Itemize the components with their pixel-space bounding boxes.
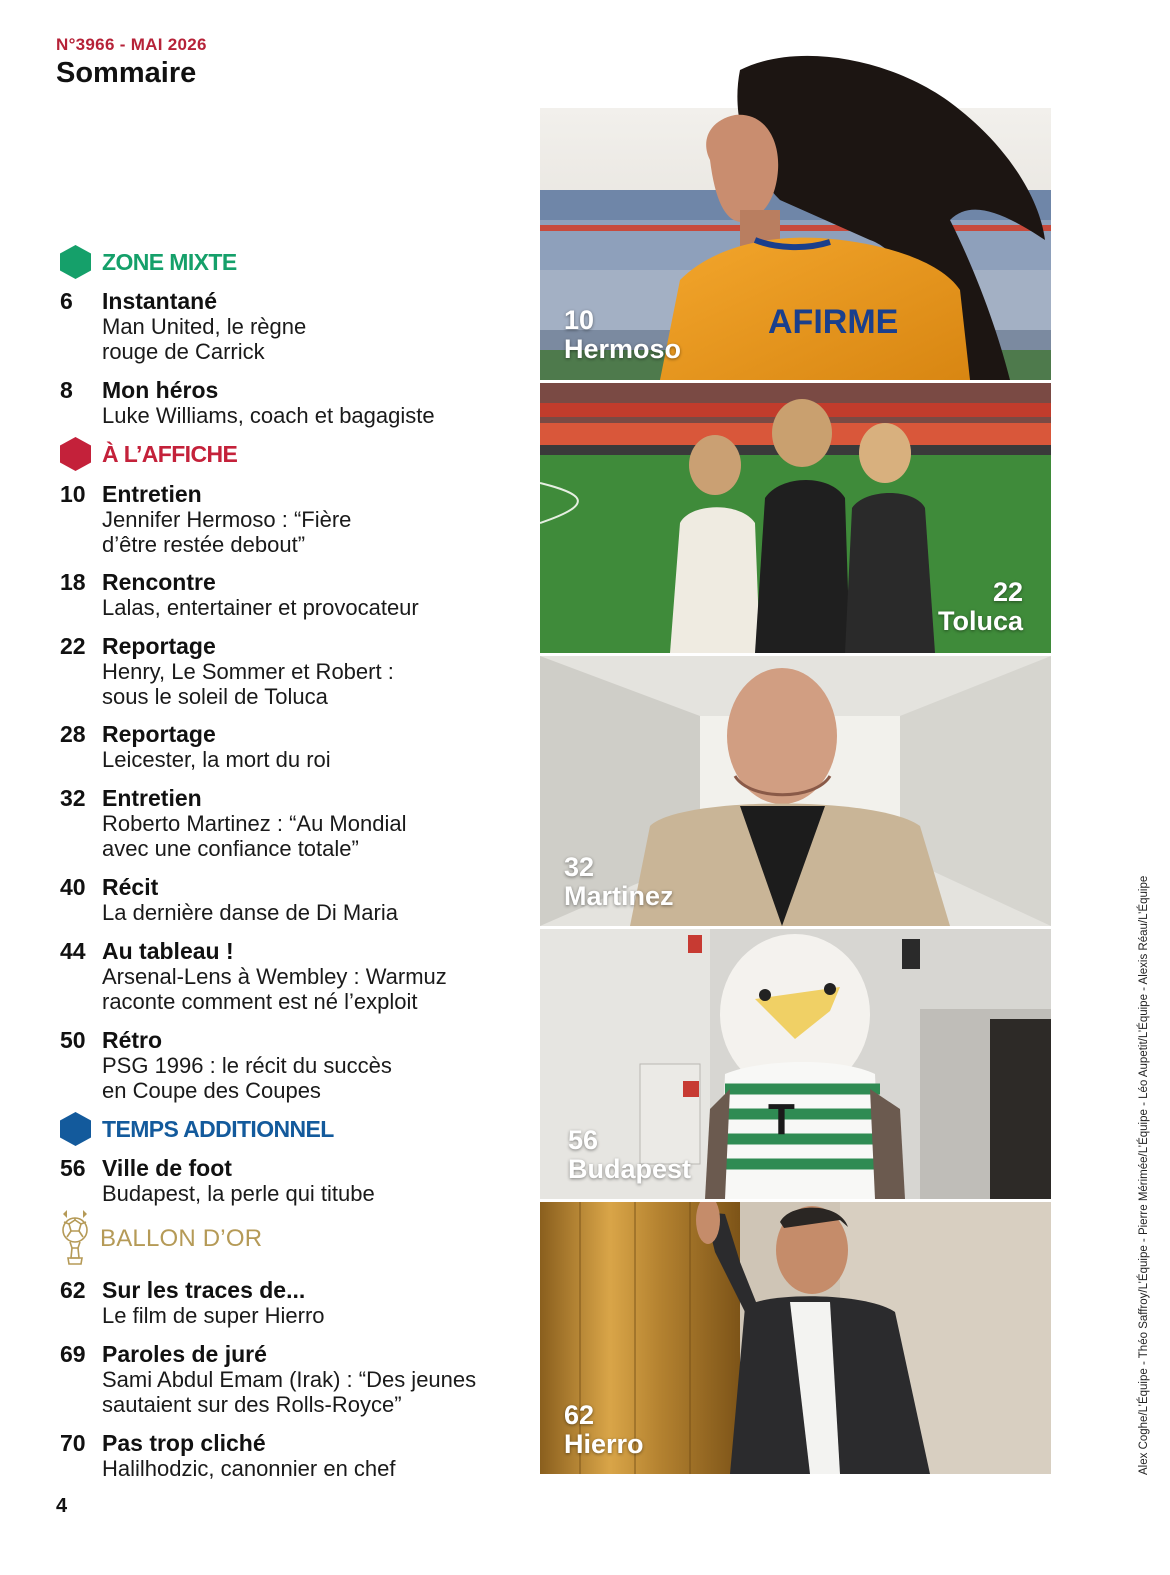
page-ref: 40 <box>60 874 86 900</box>
entry-desc-line: Roberto Martinez : “Au Mondial <box>102 811 407 836</box>
photo-page-number: 22 <box>992 577 1023 607</box>
entry-desc-line: Le film de super Hierro <box>102 1303 325 1328</box>
photo-page-number: 10 <box>564 305 595 335</box>
entry-title: Sur les traces de... <box>102 1277 306 1303</box>
page-ref: 6 <box>60 288 73 314</box>
entry-desc-line: Lalas, entertainer et provocateur <box>102 595 419 620</box>
photo-page-number: 32 <box>564 852 595 882</box>
hexagon-icon <box>60 245 91 279</box>
hexagon-icon <box>60 1112 91 1146</box>
entry-title: Reportage <box>102 633 216 659</box>
ballon-dor-trophy-icon <box>60 1208 90 1270</box>
toc-entry[interactable] <box>60 1028 520 1103</box>
photo-hierro[interactable] <box>540 1202 1051 1474</box>
photo-budapest[interactable] <box>540 929 1051 1199</box>
page-ref: 8 <box>60 377 73 403</box>
page-ref: 18 <box>60 569 86 595</box>
photo-caption <box>564 1401 644 1459</box>
photo-caption <box>564 306 681 364</box>
photo-name: Hermoso <box>564 334 682 364</box>
photo-caption <box>938 578 1023 636</box>
photo-caption <box>568 1126 691 1184</box>
entry-title: Rencontre <box>102 569 216 595</box>
svg-text:T: T <box>768 1095 795 1144</box>
page-ref: 22 <box>60 633 86 659</box>
entry-desc-line: Sami Abdul Emam (Irak) : “Des jeunes <box>102 1367 477 1392</box>
photo-name: Hierro <box>564 1429 644 1459</box>
entry-desc-line: Luke Williams, coach et bagagiste <box>102 403 435 428</box>
section-a-laffiche <box>60 437 237 471</box>
toc-entry[interactable] <box>60 875 520 925</box>
entry-desc-line: rouge de Carrick <box>102 339 265 364</box>
page-ref: 28 <box>60 721 86 747</box>
toc-entry[interactable] <box>60 1278 520 1328</box>
entry-desc-line: sautaient sur des Rolls-Royce” <box>102 1392 402 1417</box>
entry-title: Ville de foot <box>102 1155 232 1181</box>
page-ref: 69 <box>60 1341 86 1367</box>
toc-entry[interactable] <box>60 1431 520 1481</box>
page-ref: 50 <box>60 1027 86 1053</box>
entry-title: Instantané <box>102 288 218 314</box>
section-label: BALLON D’OR <box>100 1225 263 1252</box>
entry-title: Paroles de juré <box>102 1341 267 1367</box>
photo-hermoso[interactable] <box>540 50 1051 380</box>
section-label: À L’AFFICHE <box>102 440 238 467</box>
entry-desc-line: PSG 1996 : le récit du succès <box>102 1053 392 1078</box>
entry-desc-line: sous le soleil de Toluca <box>102 684 328 709</box>
entry-desc-line: d’être restée debout” <box>102 532 306 557</box>
entry-desc-line: Henry, Le Sommer et Robert : <box>102 659 394 684</box>
page-title: Sommaire <box>56 57 197 89</box>
photo-credits: Alex Coghe/L’Équipe - Théo Saffroy/L’Équipe - Pierre Mérimée/L’Équipe - Léo Aupetit/L’Équipe - Alexis Réau/L’Équipe <box>1138 875 1150 1475</box>
toc-entry[interactable] <box>60 482 520 557</box>
toc-entry[interactable] <box>60 1156 520 1206</box>
entry-desc-line: Man United, le règne <box>102 314 307 339</box>
entry-desc-line: La dernière danse de Di Maria <box>102 900 398 925</box>
section-label: TEMPS ADDITIONNEL <box>102 1115 334 1142</box>
page-ref: 44 <box>60 938 86 964</box>
entry-desc-line: avec une confiance totale” <box>102 836 359 861</box>
entry-desc-line: raconte comment est né l’exploit <box>102 989 418 1014</box>
entry-desc-line: Jennifer Hermoso : “Fière <box>102 507 352 532</box>
page-ref: 70 <box>60 1430 86 1456</box>
page-ref: 10 <box>60 481 86 507</box>
entry-title: Au tableau ! <box>102 938 234 964</box>
jersey-sponsor-text: AFIRME <box>768 303 899 341</box>
entry-title: Récit <box>102 874 159 900</box>
entry-desc-line: en Coupe des Coupes <box>102 1078 321 1103</box>
entry-title: Entretien <box>102 481 202 507</box>
entry-desc-line: Leicester, la mort du roi <box>102 747 331 772</box>
page-ref: 62 <box>60 1277 86 1303</box>
section-temps-additionnel <box>60 1112 334 1146</box>
entry-desc-line: Arsenal-Lens à Wembley : Warmuz <box>102 964 447 989</box>
hexagon-icon <box>60 437 91 471</box>
section-label: ZONE MIXTE <box>102 248 237 275</box>
toc-entry[interactable] <box>60 1342 520 1417</box>
issue-number: N°3966 - MAI 2026 <box>56 35 207 54</box>
entry-title: Reportage <box>102 721 216 747</box>
page-ref: 32 <box>60 785 86 811</box>
entry-desc-line: Halilhodzic, canonnier en chef <box>102 1456 396 1481</box>
photo-page-number: 56 <box>568 1125 599 1155</box>
toc-entry[interactable] <box>60 289 520 364</box>
entry-title: Rétro <box>102 1027 163 1053</box>
toc-entry[interactable] <box>60 634 520 709</box>
photo-page-number: 62 <box>564 1400 595 1430</box>
section-ballon-dor <box>60 1208 262 1270</box>
photo-toluca[interactable] <box>540 383 1051 653</box>
toc-entry[interactable] <box>60 722 520 772</box>
entry-title: Entretien <box>102 785 202 811</box>
photo-name: Martinez <box>564 881 674 911</box>
photo-caption <box>564 853 674 911</box>
page-number: 4 <box>56 1495 68 1517</box>
section-zone-mixte <box>60 245 237 279</box>
toc-entry[interactable] <box>60 570 520 620</box>
entry-desc-line: Budapest, la perle qui titube <box>102 1181 375 1206</box>
entry-title: Pas trop cliché <box>102 1430 266 1456</box>
page-ref: 56 <box>60 1155 86 1181</box>
entry-title: Mon héros <box>102 377 219 403</box>
toc-entry[interactable] <box>60 939 520 1014</box>
photo-name: Toluca <box>937 606 1023 636</box>
photo-martinez[interactable] <box>540 656 1051 926</box>
toc-entry[interactable] <box>60 786 520 861</box>
toc-entry[interactable] <box>60 378 520 428</box>
photo-name: Budapest <box>568 1154 692 1184</box>
